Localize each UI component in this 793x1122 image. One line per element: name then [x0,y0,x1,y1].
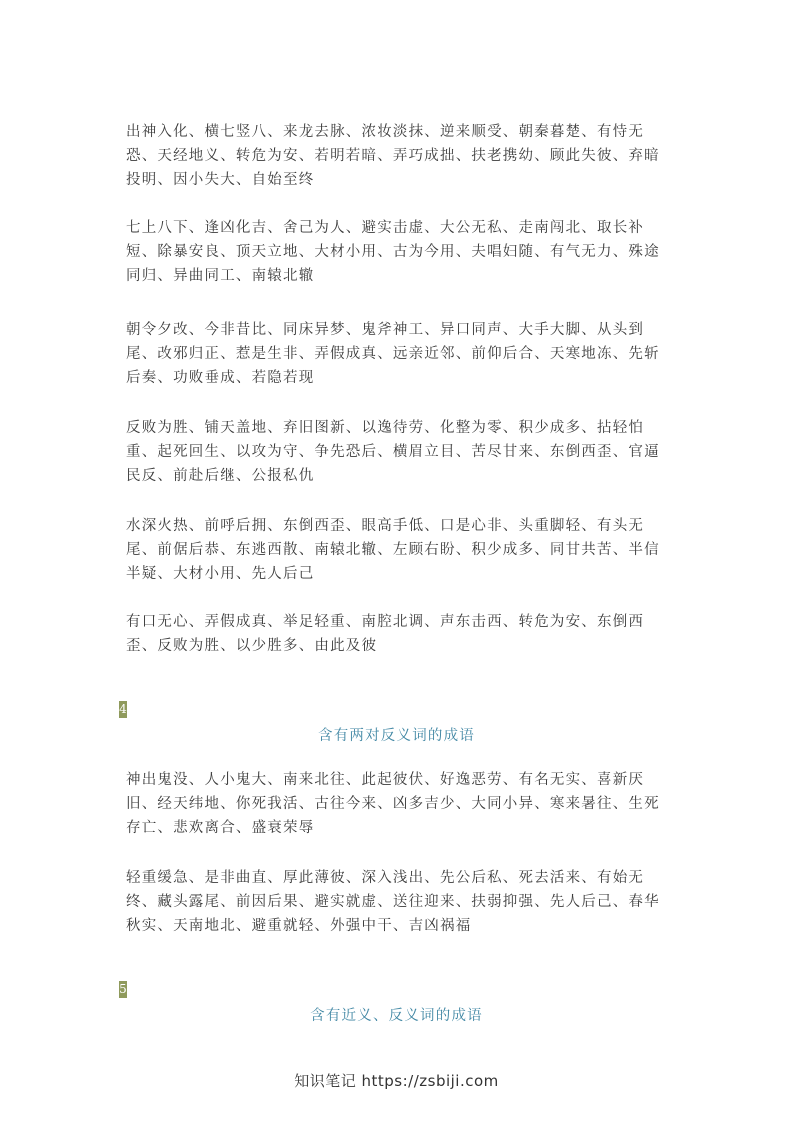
footer-watermark: 知识笔记 https://zsbiji.com [294,1072,499,1090]
idiom-paragraph-4: 反败为胜、铺天盖地、弃旧图新、以逸待劳、化整为零、积少成多、拈轻怕重、起死回生、以攻为守、争先恐后、横眉立目、苦尽甘来、东倒西歪、官逼民反、前赴后继、公报私仇 [126,420,660,484]
idiom-paragraph-8: 轻重缓急、是非曲直、厚此薄彼、深入浅出、先公后私、死去活来、有始无终、藏头露尾、前因后果、避实就虚、送往迎来、扶弱抑强、先人后己、春华秋实、天南地北、避重就轻、外强中干、吉凶祸福 [126,870,660,934]
section-title-5: 含有近义、反义词的成语 [310,1008,483,1024]
idiom-paragraph-1: 出神入化、横七竖八、来龙去脉、浓妆淡抹、逆来顺受、朝秦暮楚、有恃无恐、天经地义、转危为安、若明若暗、弄巧成拙、扶老携幼、顾此失彼、弃暗投明、因小失大、自始至终 [126,124,660,188]
idiom-paragraph-2: 七上八下、逢凶化吉、舍己为人、避实击虚、大公无私、走南闯北、取长补短、除暴安良、顶天立地、大材小用、古为今用、夫唱妇随、有气无力、殊途同归、异曲同工、南辕北辙 [126,220,660,284]
idiom-paragraph-5: 水深火热、前呼后拥、东倒西歪、眼高手低、口是心非、头重脚轻、有头无尾、前倨后恭、东逃西散、南辕北辙、左顾右盼、积少成多、同甘共苦、半信半疑、大材小用、先人后己 [126,518,660,582]
section-title-4: 含有两对反义词的成语 [318,728,475,744]
idiom-paragraph-6: 有口无心、弄假成真、举足轻重、南腔北调、声东击西、转危为安、东倒西歪、反败为胜、以少胜多、由此及彼 [126,614,645,654]
idiom-paragraph-3: 朝令夕改、今非昔比、同床异梦、鬼斧神工、异口同声、大手大脚、从头到尾、改邪归正、惹是生非、弄假成真、远亲近邻、前仰后合、天寒地冻、先斩后奏、功败垂成、若隐若现 [126,322,660,386]
section-number-badge-4: 4 [119,702,127,716]
idiom-paragraph-7: 神出鬼没、人小鬼大、南来北往、此起彼伏、好逸恶劳、有名无实、喜新厌旧、经天纬地、你死我活、古往今来、凶多吉少、大同小异、寒来暑往、生死存亡、悲欢离合、盛衰荣辱 [126,772,660,836]
section-number-badge-5: 5 [119,982,127,996]
